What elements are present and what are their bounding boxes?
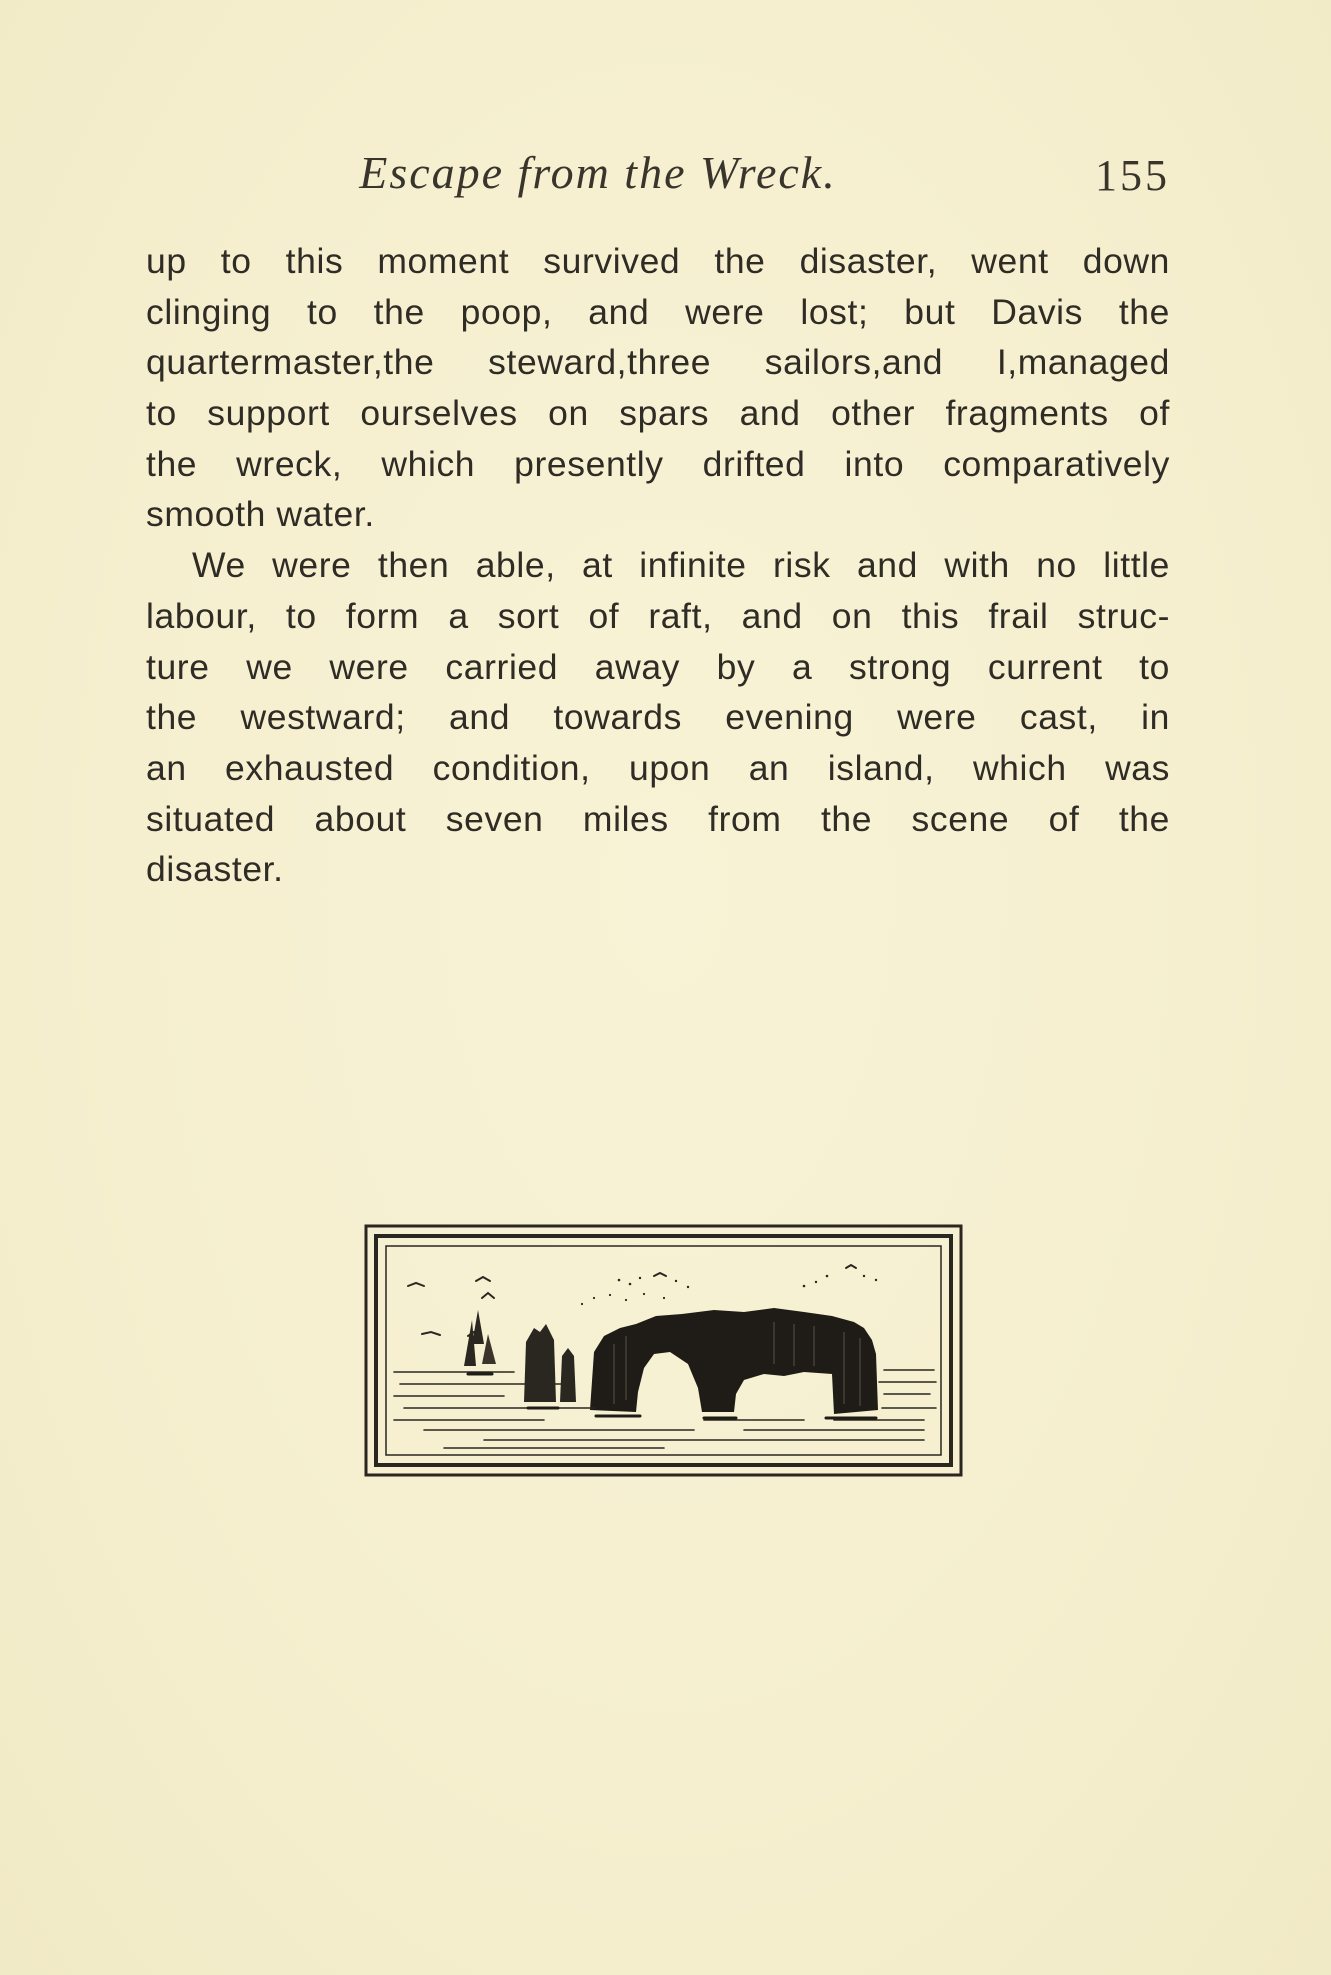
text-line: the westward; and towards evening were cast, in bbox=[146, 697, 1170, 738]
text-line: the wreck, which presently drifted into comparatively bbox=[146, 443, 1170, 484]
paragraph-1 bbox=[146, 236, 1170, 540]
sea-arch-rocks-engraving-icon bbox=[364, 1224, 963, 1477]
text-line: clinging to the poop, and were lost; but Davis the bbox=[146, 291, 1170, 332]
page-number: 155 bbox=[1095, 151, 1170, 200]
text-line: smooth water. bbox=[146, 494, 375, 535]
text-line: to support ourselves on spars and other fragments of bbox=[146, 393, 1170, 434]
text-line: disaster. bbox=[146, 849, 284, 890]
running-head bbox=[146, 138, 1170, 208]
text-line: an exhausted condition, upon an island, which was bbox=[146, 747, 1170, 788]
paragraph-2 bbox=[146, 540, 1170, 895]
body-text bbox=[146, 236, 1170, 895]
text-line: We were then able, at infinite risk and with no little bbox=[192, 545, 1170, 586]
text-line: up to this moment survived the disaster, went down bbox=[146, 241, 1170, 281]
text-line: situated about seven miles from the scene of the bbox=[146, 798, 1170, 839]
text-line: ture we were carried away by a strong current to bbox=[146, 646, 1170, 687]
chapter-running-title: Escape from the Wreck. bbox=[359, 147, 837, 198]
text-line: quartermaster,the steward,three sailors,and I,managed bbox=[146, 342, 1170, 383]
text-line: labour, to form a sort of raft, and on this frail struc- bbox=[146, 595, 1170, 636]
